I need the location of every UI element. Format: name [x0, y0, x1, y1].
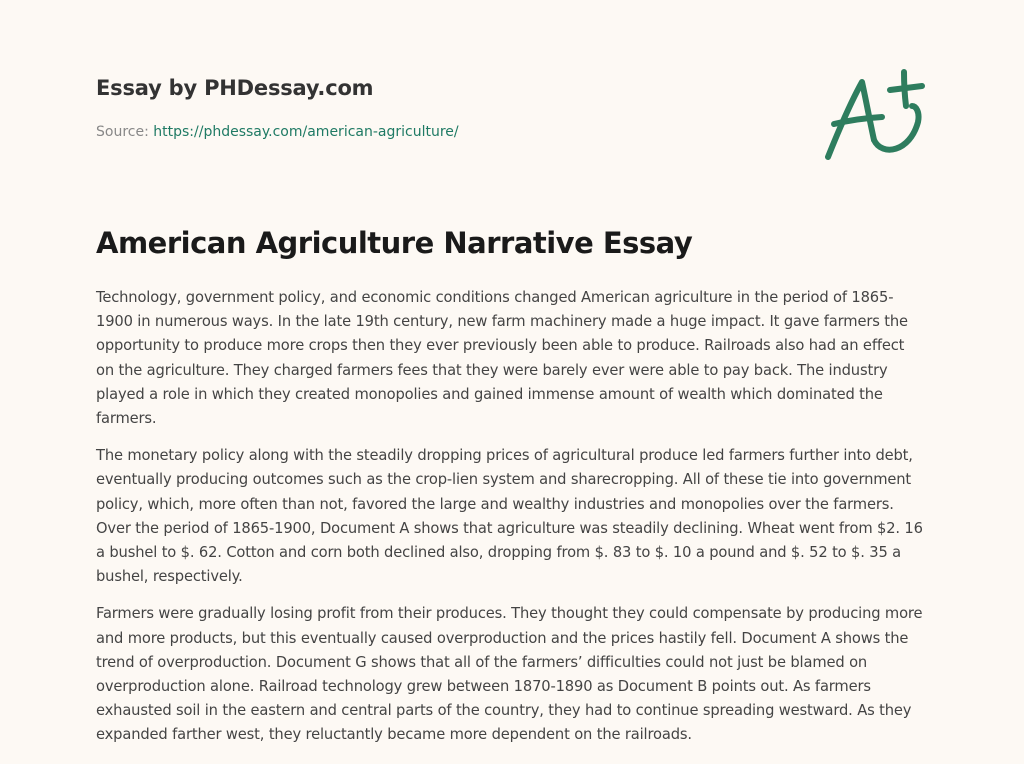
a-plus-grade-icon — [820, 62, 930, 167]
site-title: Essay by PHDessay.com — [96, 76, 374, 100]
source-label: Source: — [96, 124, 149, 140]
paragraph: The monetary policy along with the steadily dropping prices of agricultural produce led farmers further into debt, eventually producing outcomes such as the crop-lien system and sharecropping. All of these tie into government policy, which, more often than not, favored the large and wealthy industries and monopolies over the farmers. Over the period of 1865-1900, Document A shows that agriculture was steadily declining. Wheat went from $2. 16 a bushel to $. 62. Cotton and corn both declined also, dropping from $. 83 to $. 10 a pound and $. 52 to $. 35 a bushel, respectively. — [96, 447, 923, 586]
paragraph: Farmers were gradually losing profit from their produces. They thought they could compensate by producing more and more products, but this eventually caused overproduction and the prices hastily fell. Document A shows the trend of overproduction. Document G shows that all of the farmers’ difficulties could not just be blamed on overproduction alone. Railroad technology grew between 1870-1890 as Document B points out. As farmers exhausted soil in the eastern and central parts of the country, they had to continue spreading westward. As they expanded farther west, they reluctantly became more dependent on the railroads. — [96, 605, 923, 744]
essay-title: American Agriculture Narrative Essay — [96, 226, 693, 260]
source-link[interactable]: https://phdessay.com/american-agriculture/ — [153, 124, 459, 140]
paragraph: Technology, government policy, and economic conditions changed American agriculture in the period of 1865-1900 in numerous ways. In the late 19th century, new farm machinery made a huge impact. It gave farmers the opportunity to produce more crops then they ever previously been able to produce. Railroads also had an effect on the agriculture. They charged farmers fees that they were barely ever were able to pay back. The industry played a role in which they created monopolies and gained immense amount of wealth which dominated the farmers. — [96, 289, 908, 428]
essay-body — [96, 286, 926, 761]
source-line — [96, 124, 459, 140]
